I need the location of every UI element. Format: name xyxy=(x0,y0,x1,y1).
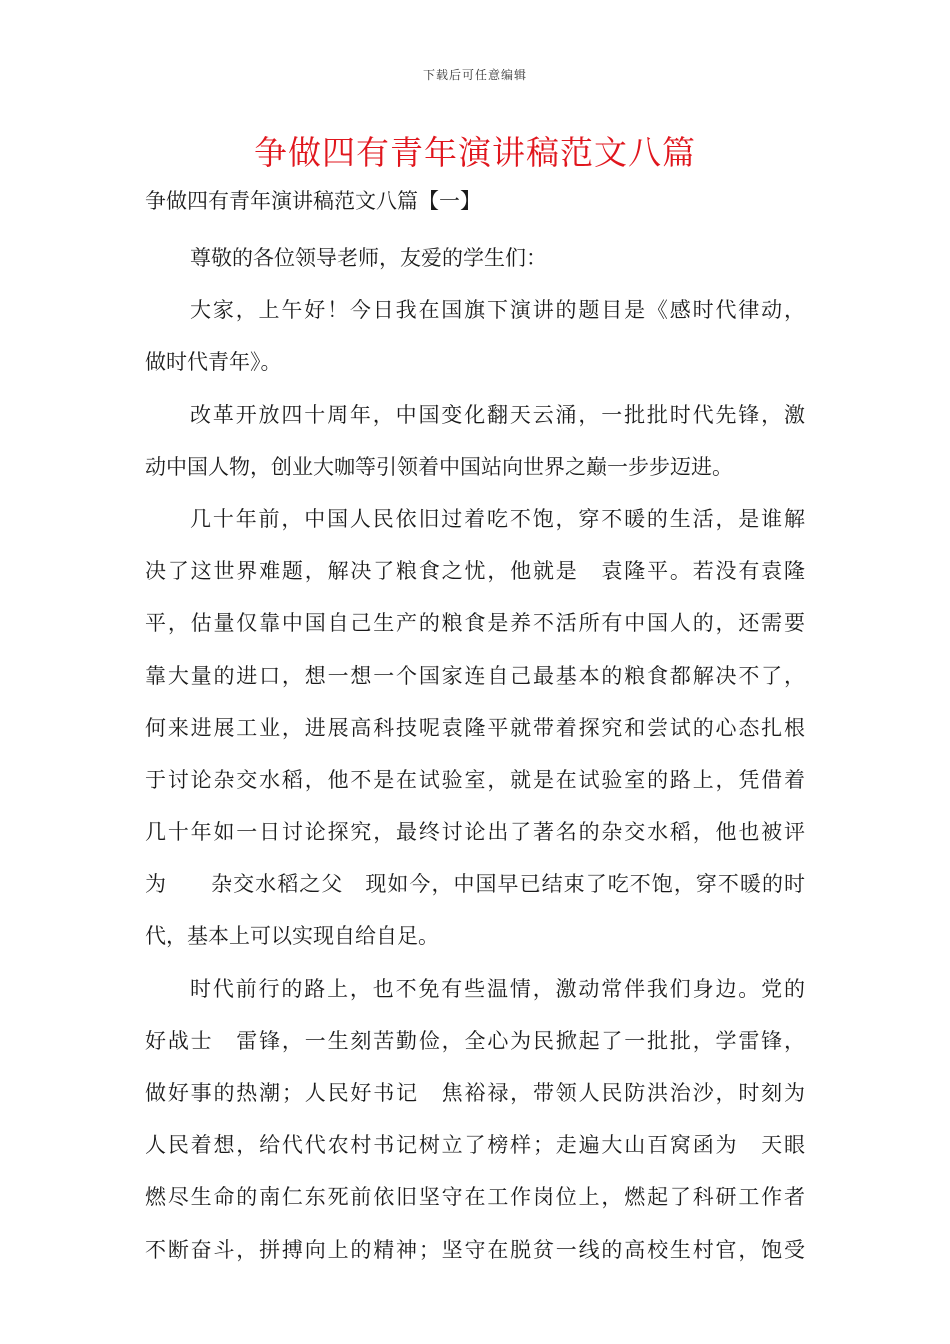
paragraph-line: 决了这世界难题，解决了粮食之忧，他就是 袁隆平。若没有袁隆 xyxy=(145,559,805,584)
paragraph-line: 尊敬的各位领导老师，友爱的学生们： xyxy=(190,246,547,270)
paragraph-line: 靠大量的进口，想一想一个国家连自己最基本的粮食都解决不了， xyxy=(145,663,805,688)
paragraph-line: 代，基本上可以实现自给自足。 xyxy=(145,924,439,949)
paragraph-line: 几十年前，中国人民依旧过着吃不饱，穿不暖的生活，是谁解 xyxy=(190,506,805,531)
paragraph-line: 人民着想，给代代农村书记树立了榜样；走遍大山百窝函为 天眼 xyxy=(145,1133,805,1158)
section-heading: 争做四有青年演讲稿范文八篇【一】 xyxy=(145,189,481,213)
paragraph-line: 为 杂交水稻之父 现如今，中国早已结束了吃不饱，穿不暖的时 xyxy=(145,872,805,897)
paragraph-line: 时代前行的路上，也不免有些温情，激动常伴我们身边。党的 xyxy=(190,976,805,1001)
paragraph-line: 好战士 雷锋，一生刻苦勤俭，全心为民掀起了一批批，学雷锋， xyxy=(145,1028,805,1053)
paragraph-line: 大家，上午好！今日我在国旗下演讲的题目是《感时代律动， xyxy=(190,298,805,323)
paragraph-line: 何来进展工业，进展高科技呢袁隆平就带着探究和尝试的心态扎根 xyxy=(145,715,805,740)
document-title: 争做四有青年演讲稿范文八篇 xyxy=(254,133,696,172)
paragraph-line: 做好事的热潮；人民好书记 焦裕禄，带领人民防洪治沙，时刻为 xyxy=(145,1081,805,1105)
body-text xyxy=(145,232,805,1276)
paragraph-line: 几十年如一日讨论探究，最终讨论出了著名的杂交水稻，他也被评 xyxy=(145,820,805,845)
paragraph-line: 动中国人物，创业大咖等引领着中国站向世界之巅一步步迈进。 xyxy=(145,454,733,479)
paragraph-line: 平，估量仅靠中国自己生产的粮食是养不活所有中国人的，还需要 xyxy=(145,611,805,636)
paragraph-line: 于讨论杂交水稻，他不是在试验室，就是在试验室的路上，凭借着 xyxy=(145,767,805,792)
paragraph-line: 不断奋斗，拼搏向上的精神；坚守在脱贫一线的高校生村官，饱受 xyxy=(145,1237,805,1262)
download-note: 下载后可任意编辑 xyxy=(422,68,527,82)
paragraph-line: 做时代青年》。 xyxy=(145,350,282,375)
paragraph-line: 改革开放四十周年，中国变化翻天云涌，一批批时代先锋，激 xyxy=(190,402,805,427)
paragraph-line: 燃尽生命的南仁东死前依旧坚守在工作岗位上，燃起了科研工作者 xyxy=(145,1185,805,1210)
